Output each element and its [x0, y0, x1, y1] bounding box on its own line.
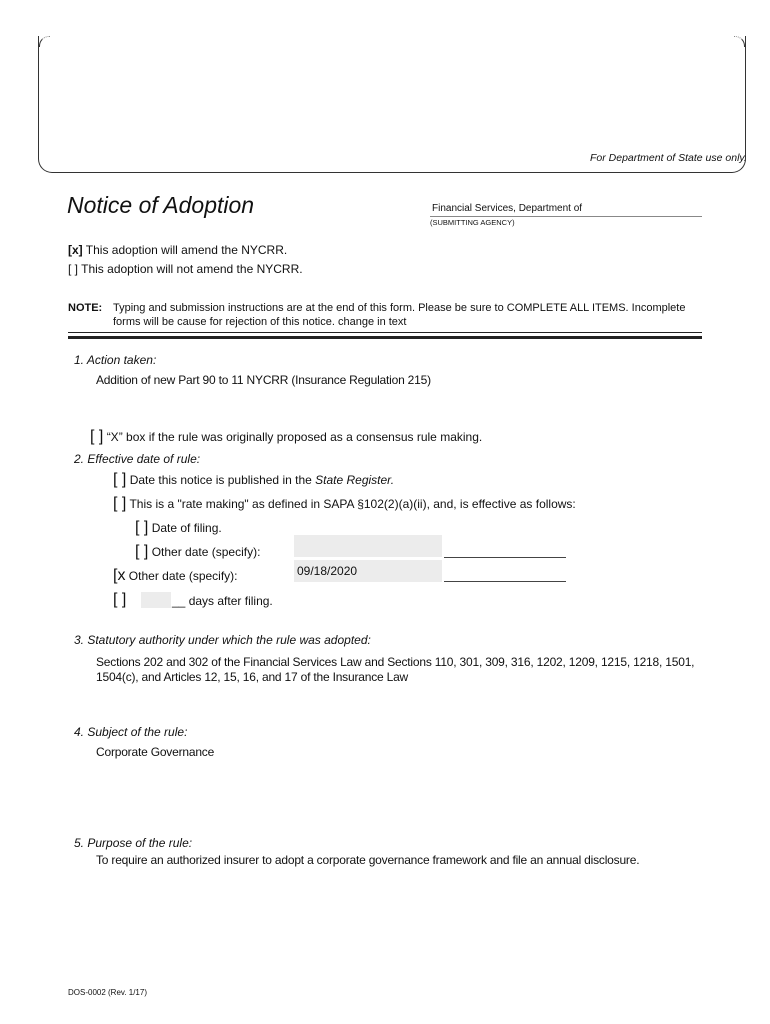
- consensus-label: “X” box if the rule was originally proposed as a consensus rule making.: [106, 430, 483, 444]
- option-other-2-label: Other date (specify):: [128, 569, 238, 583]
- divider-thick: [68, 336, 702, 339]
- amend-no-label: This adoption will not amend the NYCRR.: [81, 262, 303, 276]
- consensus-row: [90, 428, 482, 446]
- days-row-text: [172, 594, 273, 608]
- section-2-label: 2. Effective date of rule:: [74, 452, 201, 466]
- other-date-1-underline: [444, 557, 566, 558]
- other-date-2-input[interactable]: 09/18/2020: [294, 560, 442, 582]
- other-date-2-underline: [444, 581, 566, 582]
- option-rate-label: This is a "rate making" as defined in SAPA §102(2)(a)(ii), and, is effective as follows:: [129, 497, 576, 511]
- note-line-1: Typing and submission instructions are at the end of this form. Please be sure to COMPLETE ALL ITEMS. Incomplete: [113, 302, 686, 314]
- amend-yes-checkbox[interactable]: [x]: [68, 243, 83, 257]
- agency-underline: [430, 216, 702, 217]
- option-rate-checkbox[interactable]: [ ]: [113, 495, 127, 512]
- days-input[interactable]: [141, 592, 171, 608]
- option-other-1-label: Other date (specify):: [151, 545, 261, 559]
- page-title: Notice of Adoption: [67, 192, 255, 218]
- other-date-1-input[interactable]: [294, 535, 442, 557]
- section-3-line-1[interactable]: Sections 202 and 302 of the Financial Services Law and Sections 110, 301, 309, 316, 1202, 1209, 1215, 1218, 1501,: [96, 655, 695, 669]
- section-4-value[interactable]: Corporate Governance: [96, 745, 215, 759]
- agency-label: (SUBMITTING AGENCY): [430, 218, 515, 227]
- option-published-label: Date this notice is published in the: [129, 473, 312, 487]
- option-filing-label: Date of filing.: [151, 521, 222, 535]
- option-filing-checkbox[interactable]: [ ]: [135, 519, 149, 536]
- option-rate-row: [113, 495, 576, 513]
- option-other-2-checkbox[interactable]: [x: [113, 567, 126, 584]
- option-published-row: [113, 471, 394, 489]
- option-other-1-row: [135, 543, 260, 561]
- amend-no-checkbox[interactable]: [ ]: [68, 262, 79, 276]
- state-register-text: State Register.: [315, 473, 395, 487]
- days-blank: __: [172, 594, 186, 608]
- form-id: DOS-0002 (Rev. 1/17): [68, 988, 147, 997]
- note-label: NOTE:: [68, 302, 103, 314]
- option-filing-row: [135, 519, 222, 537]
- section-1-value[interactable]: Addition of new Part 90 to 11 NYCRR (Insurance Regulation 215): [96, 373, 431, 387]
- days-label: days after filing.: [188, 594, 273, 608]
- section-5-value[interactable]: To require an authorized insurer to adopt a corporate governance framework and file an annual disclosure.: [96, 853, 640, 867]
- divider-thin: [68, 332, 702, 333]
- section-4-label: 4. Subject of the rule:: [74, 725, 188, 739]
- amend-yes-label: This adoption will amend the NYCRR.: [85, 243, 288, 257]
- section-5-label: 5. Purpose of the rule:: [74, 836, 193, 850]
- note-line-2: forms will be cause for rejection of this notice. change in text: [113, 316, 407, 328]
- option-published-checkbox[interactable]: [ ]: [113, 471, 127, 488]
- amend-yes-row: [68, 243, 287, 257]
- consensus-checkbox[interactable]: [ ]: [90, 428, 104, 445]
- section-1-label: 1. Action taken:: [74, 353, 157, 367]
- option-other-2-row: [113, 567, 238, 585]
- option-days-row: [113, 591, 126, 609]
- section-3-line-2[interactable]: 1504(c), and Articles 12, 15, 16, and 17 of the Insurance Law: [96, 670, 409, 684]
- agency-field[interactable]: Financial Services, Department of: [432, 203, 583, 214]
- dos-use-label: For Department of State use only.: [590, 152, 747, 164]
- option-other-1-checkbox[interactable]: [ ]: [135, 543, 149, 560]
- amend-no-row: [68, 262, 303, 276]
- option-days-checkbox[interactable]: [ ]: [113, 591, 127, 608]
- section-3-label: 3. Statutory authority under which the rule was adopted:: [74, 633, 371, 647]
